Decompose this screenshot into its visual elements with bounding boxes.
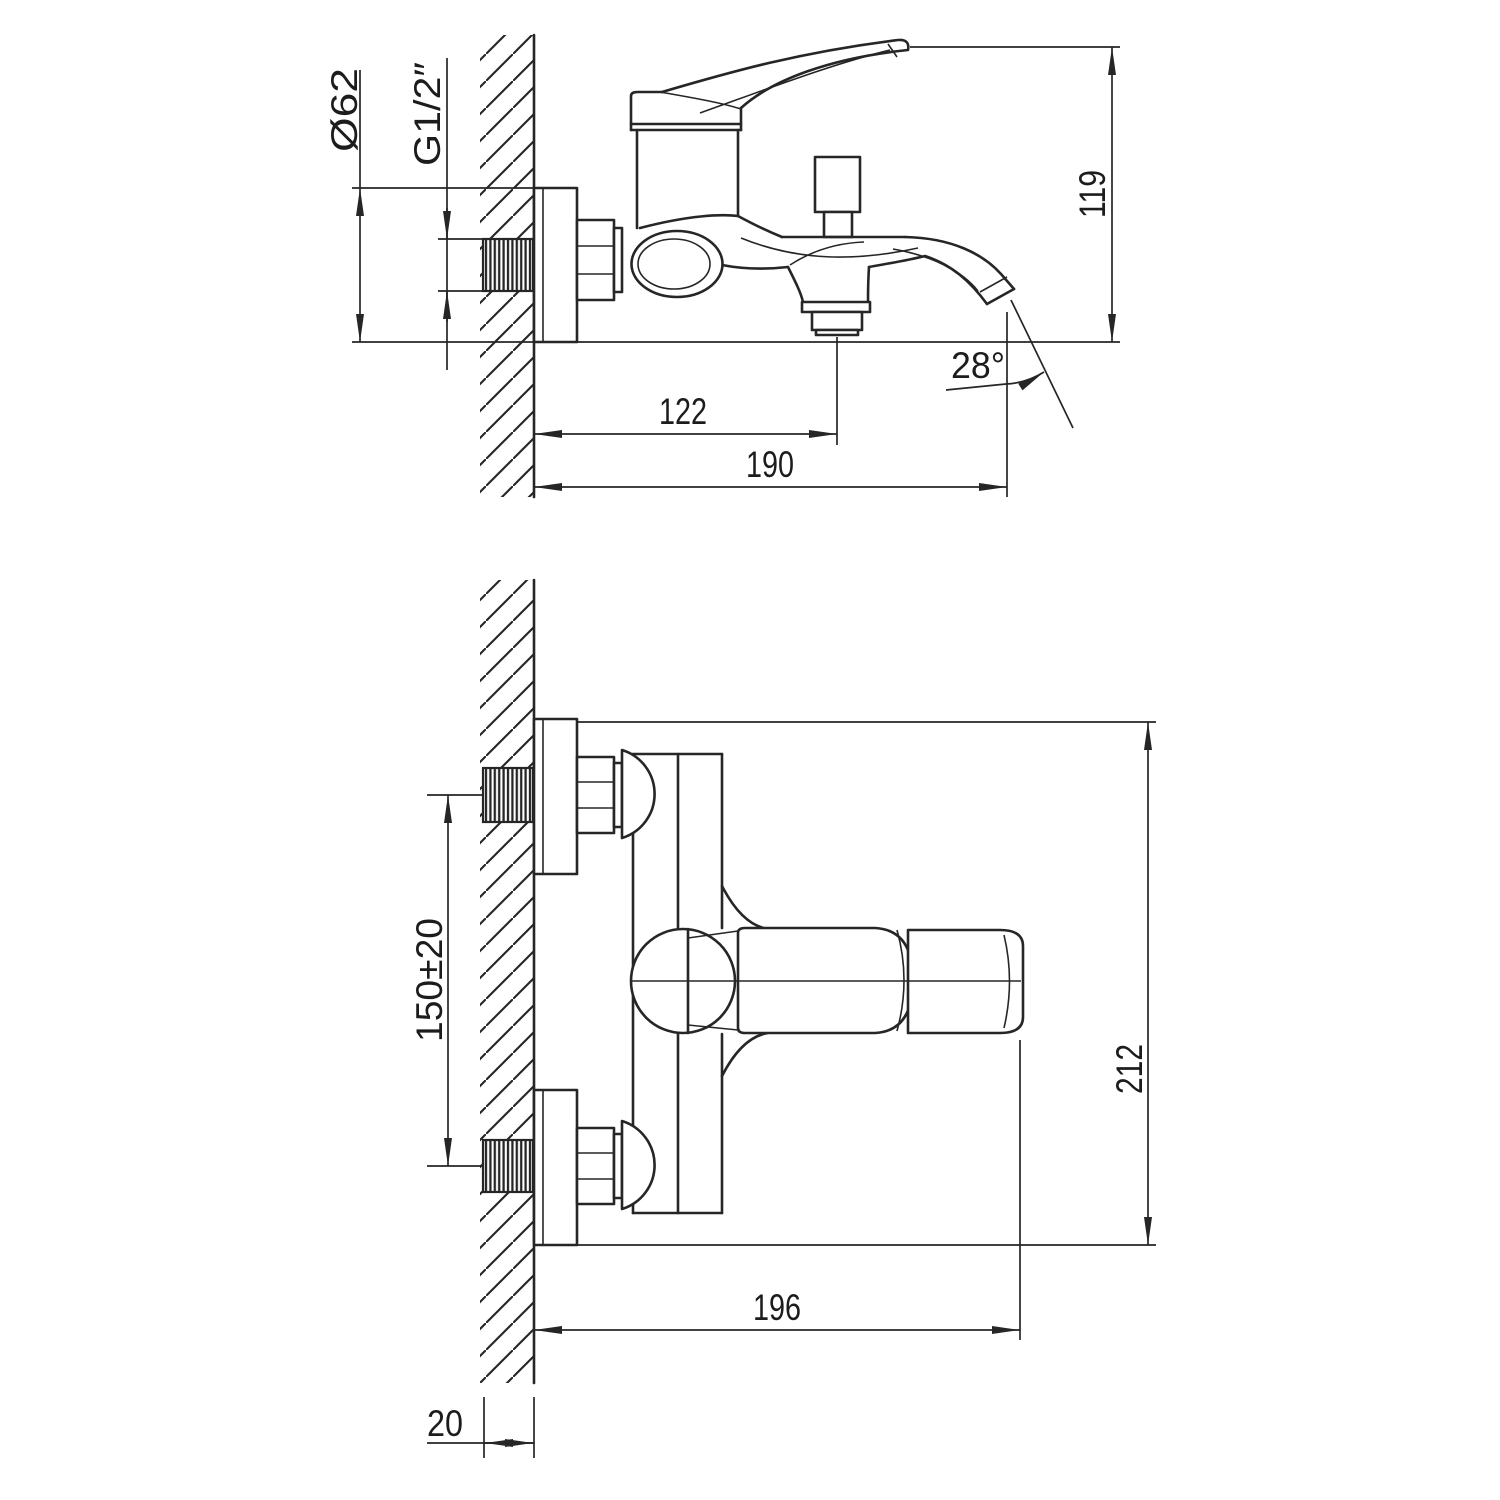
dim-label-wall-thickness: 20 xyxy=(427,1403,463,1444)
dim-label-flange-diameter: Ø62 xyxy=(324,82,365,152)
escutcheon-flange-upper xyxy=(534,719,577,874)
washer xyxy=(614,228,622,292)
dim-label-height: 119 xyxy=(1072,159,1113,218)
wall-section-front xyxy=(480,580,534,1383)
mixer-body-front xyxy=(622,750,1023,1213)
dim-label-overall-width: 196 xyxy=(753,1287,801,1328)
elbow-dome-upper xyxy=(622,750,655,838)
spout-axis-line xyxy=(1011,300,1073,428)
elbow-dome-lower xyxy=(622,1121,655,1209)
eccentric-connector xyxy=(632,231,723,297)
dim-label-thread-size: G1/2″ xyxy=(407,72,448,166)
hand-shower-outlet xyxy=(788,267,870,335)
dim-label-190: 190 xyxy=(746,444,794,485)
dim-label-122: 122 xyxy=(659,391,707,432)
hex-nut-lower xyxy=(577,1128,614,1204)
lever-handle xyxy=(660,40,908,113)
cartridge-cap xyxy=(631,124,741,130)
dim-label-overall-height: 212 xyxy=(1109,1032,1150,1094)
wall-hatching xyxy=(480,580,534,1383)
escutcheon-flange xyxy=(534,188,577,342)
dim-label-angle: 28° xyxy=(951,345,1005,386)
pipe-thread-lower xyxy=(483,1140,533,1192)
pipe-thread-upper xyxy=(483,768,533,822)
hex-nut xyxy=(577,220,614,300)
diverter-knob xyxy=(815,157,860,237)
hex-nut-upper xyxy=(577,757,614,833)
spout-tip-face xyxy=(987,289,1014,304)
mixer-body-side xyxy=(631,40,1014,335)
pipe-thread xyxy=(483,239,533,291)
escutcheon-flange-lower xyxy=(534,1090,577,1245)
side-view xyxy=(324,35,1120,497)
dim-label-connection-centers: 150±20 xyxy=(409,918,450,1042)
front-view xyxy=(409,580,1156,1458)
